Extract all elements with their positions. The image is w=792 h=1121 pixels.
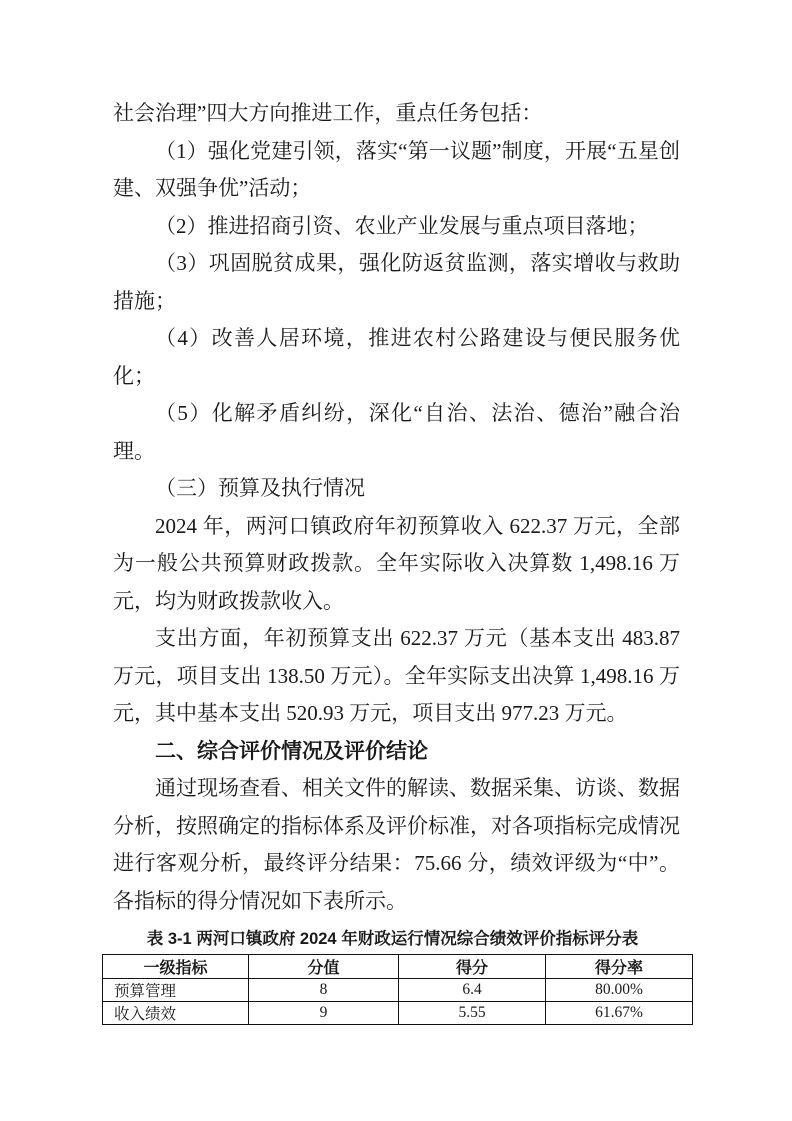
section-heading: 二、综合评价情况及评价结论	[155, 739, 428, 763]
cell-indicator: 预算管理	[103, 979, 249, 1002]
task-item-4: （4）改善人居环境，推进农村公路建设与便民服务优化；	[113, 326, 680, 388]
evaluation-conclusion-paragraph: 通过现场查看、相关文件的解读、数据采集、访谈、数据分析，按照确定的指标体系及评价标准，对各项指标完成情况进行客观分析，最终评分结果：75.66 分，绩效评级为“中”。各指标的得分情况如下表所示。	[113, 776, 680, 913]
cell-score-rate: 80.00%	[546, 979, 693, 1002]
cell-max-score: 8	[249, 979, 399, 1002]
budget-expenditure-paragraph: 支出方面，年初预算支出 622.37 万元（基本支出 483.87 万元，项目支出 138.50 万元）。全年实际支出决算 1,498.16 万元，其中基本支出 520.93 万元，项目支出 977.23 万元。	[113, 626, 680, 725]
task-item-5: （5）化解矛盾纠纷，深化“自治、法治、德治”融合治理。	[113, 401, 680, 463]
col-header-score-rate: 得分率	[546, 955, 693, 979]
col-header-indicator: 一级指标	[103, 955, 249, 979]
task-item-2: （2）推进招商引资、农业产业发展与重点项目落地；	[155, 213, 649, 238]
cell-max-score: 9	[249, 1002, 399, 1025]
cell-score: 6.4	[399, 979, 546, 1002]
task-item-1: （1）强化党建引领，落实“第一议题”制度，开展“五星创建、双强争优”活动；	[113, 138, 680, 200]
cell-score: 5.55	[399, 1002, 546, 1025]
score-table	[102, 954, 693, 1025]
cell-indicator: 收入绩效	[103, 1002, 249, 1025]
budget-income-paragraph: 2024 年，两河口镇政府年初预算收入 622.37 万元，全部为一般公共预算财政拨款。全年实际收入决算数 1,498.16 万元，均为财政拨款收入。	[113, 513, 680, 613]
col-header-max-score: 分值	[249, 955, 399, 979]
subsection-heading-budget: （三）预算及执行情况	[155, 476, 365, 500]
col-header-score: 得分	[399, 955, 546, 979]
task-item-3: （3）巩固脱贫成果，强化防返贫监测，落实增收与救助措施；	[113, 251, 680, 313]
cell-score-rate: 61.67%	[546, 1002, 693, 1025]
body-paragraph-continuation: 社会治理”四大方向推进工作，重点任务包括：	[113, 101, 543, 125]
table-row-income-performance	[103, 1002, 693, 1025]
table-header-row	[103, 955, 693, 979]
table-caption: 表 3-1 两河口镇政府 2024 年财政运行情况综合绩效评价指标评分表	[146, 930, 639, 948]
table-row-budget-management	[103, 979, 693, 1002]
